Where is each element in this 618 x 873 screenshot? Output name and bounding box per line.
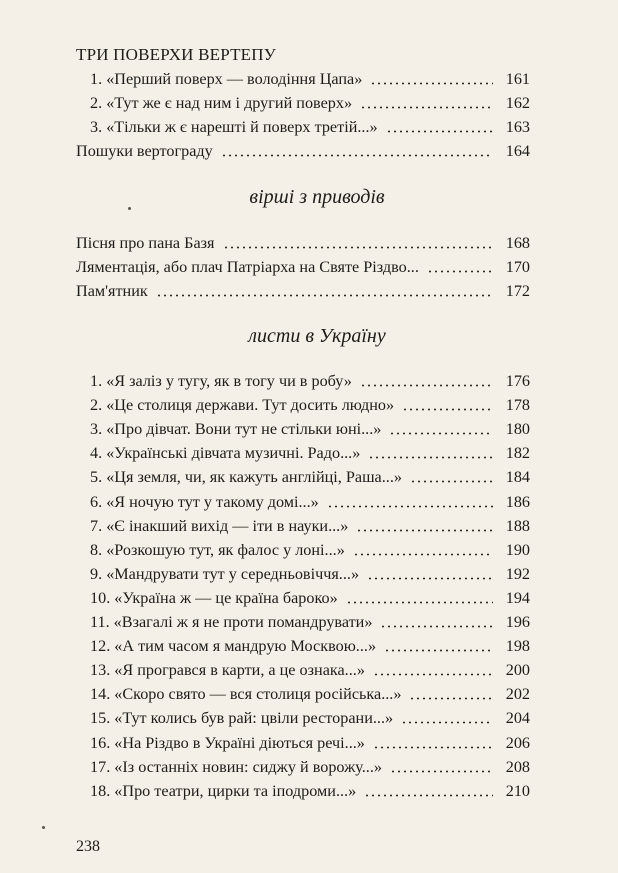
- leader-dots: [386, 130, 493, 133]
- toc-entry-label: 17. «Із останніх новин: сиджу й ворожу...»: [90, 757, 382, 776]
- toc-entry-page: 198: [505, 637, 530, 656]
- toc-entry: [0, 232, 618, 254]
- paper-speck: [42, 826, 45, 829]
- section-title: листи в Україну: [248, 325, 386, 347]
- toc-entry-label: 1. «Я заліз у тугу, як в тогу чи в робу»: [90, 372, 352, 390]
- toc-entry-page: 202: [505, 685, 530, 704]
- toc-entry: [0, 370, 618, 392]
- toc-entry-label: 11. «Взагалі ж я не проти помандрувати»: [90, 613, 373, 631]
- toc-entry-page: 192: [505, 564, 530, 583]
- page-number: 238: [76, 838, 100, 855]
- toc-entry-label: 15. «Тут колись був рай: цвіли ресторани...»: [90, 709, 394, 728]
- leader-dots: [370, 82, 493, 85]
- leader-dots: [384, 649, 493, 652]
- toc-entry-page: 182: [505, 444, 530, 463]
- toc-entry: [0, 659, 618, 681]
- leader-dots: [401, 721, 493, 724]
- toc-entry: [0, 611, 618, 633]
- toc-entry-label: 9. «Мандрувати тут у середньовіччя...»: [90, 564, 360, 583]
- toc-entry-label: 2. «Це столиця держави. Тут досить людно»: [90, 396, 395, 415]
- leader-dots: [409, 697, 493, 700]
- toc-entry: [0, 116, 618, 138]
- toc-entry-label: 12. «А тим часом я мандрую Москвою...»: [90, 637, 377, 656]
- toc-entry-label: 3. «Про дівчат. Вони тут не стільки юні...»: [90, 420, 382, 439]
- toc-entry: [0, 418, 618, 440]
- leader-dots: [221, 154, 493, 157]
- toc-entry-label: 2. «Тут же є над ним і другий поверх»: [90, 94, 353, 112]
- toc-entry: [0, 563, 618, 585]
- toc-entry-page: 163: [505, 118, 530, 136]
- leader-dots: [410, 480, 493, 483]
- toc-entry-page: 188: [505, 516, 530, 535]
- toc-entry-label: Пам'ятник: [76, 282, 148, 300]
- toc-entry: [0, 683, 618, 705]
- toc-entry-label: 5. «Ця земля, чи, як кажуть англійці, Раша...»: [90, 468, 402, 487]
- toc-entry-page: 190: [505, 540, 530, 559]
- toc-entry: [0, 732, 618, 754]
- toc-entry: [0, 707, 618, 729]
- leader-dots: [380, 625, 493, 628]
- leader-dots: [364, 794, 493, 797]
- toc-entry-label: 3. «Тільки ж є нарешті й поверх третій...»: [90, 118, 378, 136]
- toc-entry: [0, 491, 618, 513]
- toc-entry: [0, 515, 618, 537]
- toc-entry-page: 180: [505, 420, 530, 439]
- leader-dots: [346, 601, 493, 604]
- leader-dots: [402, 408, 493, 411]
- toc-entry-page: 168: [505, 234, 530, 252]
- toc-entry-label: Ляментація, або плач Патріарха на Святе Різдво...: [76, 258, 419, 276]
- leader-dots: [373, 746, 493, 749]
- leader-dots: [327, 505, 493, 508]
- leader-dots: [360, 384, 493, 387]
- toc-entry-label: Пошуки вертограду: [76, 142, 213, 160]
- toc-entry-page: 206: [505, 733, 530, 752]
- toc-entry: [0, 280, 618, 302]
- toc-entry: [0, 780, 618, 802]
- toc-entry-label: 7. «Є інакший вихід — іти в науки...»: [90, 516, 349, 535]
- toc-entry-page: 204: [505, 709, 530, 728]
- toc-entry-page: 194: [505, 588, 530, 607]
- toc-entry-page: 172: [505, 282, 530, 300]
- toc-entry: [0, 756, 618, 778]
- toc-entry-label: 14. «Скоро свято — вся столиця російська...»: [90, 685, 402, 704]
- toc-entry-page: 200: [505, 661, 530, 680]
- toc-entry: [0, 635, 618, 657]
- toc-entry-page: 196: [505, 613, 530, 631]
- toc-entry-label: 8. «Розкошую тут, як фалос у лоні...»: [90, 540, 345, 559]
- toc-entry: [0, 394, 618, 416]
- leader-dots: [368, 456, 493, 459]
- toc-entry-page: 164: [505, 142, 530, 160]
- toc-entry: [0, 539, 618, 561]
- toc-entry-label: Пісня про пана Базя: [76, 234, 215, 252]
- leader-dots: [223, 246, 493, 249]
- toc-entry-label: 6. «Я ночую тут у такому домі...»: [90, 492, 319, 511]
- section-heading: ТРИ ПОВЕРХИ ВЕРТЕПУ: [76, 45, 276, 64]
- toc-entry-label: 16. «На Різдво в Україні діються речі...»: [90, 733, 365, 752]
- toc-entry-label: 4. «Українські дівчата музичні. Радо...»: [90, 444, 361, 463]
- toc-entry: [0, 140, 618, 162]
- toc-entry: [0, 92, 618, 114]
- toc-entry-page: 178: [505, 396, 530, 415]
- toc-entry: [0, 256, 618, 278]
- toc-entry-page: 170: [505, 258, 530, 276]
- toc-entry-page: 210: [505, 781, 530, 800]
- paper-speck: [128, 207, 131, 210]
- toc-entry-page: 186: [505, 492, 530, 511]
- toc-entry: [0, 68, 618, 90]
- leader-dots: [427, 270, 493, 273]
- leader-dots: [156, 294, 493, 297]
- leader-dots: [373, 673, 493, 676]
- toc-entry: [0, 466, 618, 488]
- toc-entry-label: 10. «Україна ж — це країна бароко»: [90, 588, 338, 607]
- toc-entry: [0, 587, 618, 609]
- leader-dots: [390, 770, 493, 773]
- toc-entry-label: 18. «Про театри, цирки та іподроми...»: [90, 781, 357, 800]
- toc-entry-label: 1. «Перший поверх — володіння Цапа»: [90, 70, 363, 88]
- toc-entry-page: 161: [505, 70, 530, 88]
- toc-entry-page: 184: [505, 468, 530, 487]
- toc-entry-label: 13. «Я програвся в карти, а це ознака...»: [90, 661, 365, 680]
- leader-dots: [353, 553, 493, 556]
- leader-dots: [360, 106, 493, 109]
- toc-entry-page: 208: [505, 757, 530, 776]
- leader-dots: [367, 577, 493, 580]
- toc-entry-page: 162: [505, 94, 530, 112]
- leader-dots: [389, 432, 493, 435]
- section-title: вірші з приводів: [249, 186, 385, 208]
- toc-entry: [0, 442, 618, 464]
- toc-entry-page: 176: [505, 372, 530, 390]
- leader-dots: [356, 529, 493, 532]
